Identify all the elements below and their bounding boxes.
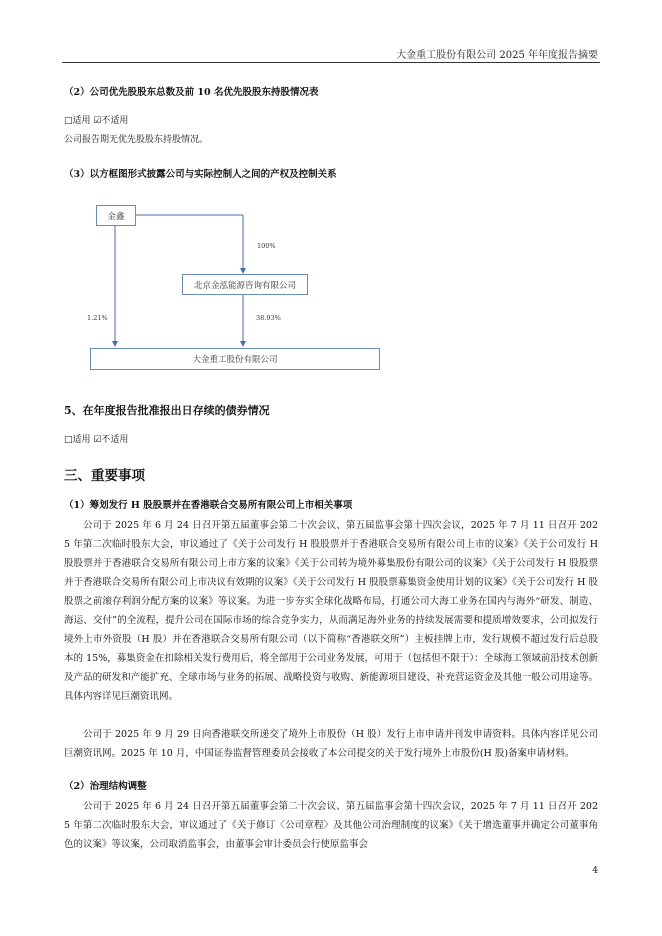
- intermediate-box: 北京金泓能源咨询有限公司: [182, 274, 308, 295]
- governance-heading: （2）治理结构调整: [64, 781, 147, 792]
- control-relationship-heading: （3）以方框图形式披露公司与实际控制人之间的产权及控制关系: [64, 169, 337, 180]
- governance-paragraph-1: 公司于 2025 年 6 月 24 日召开第五届董事会第二十次会议、第五届监事会第十四次会议，2025 年 7 月 11 日召开 2025 年第二次临时股东大会，审议通过了《关于修订〈公司章程〉及其他公司治理制度的议案》《关于增选董事并确定公司董事角色的议案》等议案，公司取消监事会，由董事会审计委员会行使原监事会: [64, 801, 598, 850]
- running-header: 大金重工股份有限公司 2025 年年度报告摘要: [396, 50, 598, 61]
- major-matters-heading: 三、重要事项: [64, 468, 145, 484]
- ownership-diagram: [86, 198, 386, 393]
- hshare-paragraph-1: 公司于 2025 年 6 月 24 日召开第五届董事会第二十次会议、第五届监事会第十四次会议，2025 年 7 月 11 日召开 2025 年第二次临时股东大会，审议通过了《关于公司发行 H 股股票并于香港联合交易所有限公司上市的议案》《关于公司发行 H 股股票并于香港联合交易所有限公司上市方案的议案》《关于公司转为境外募集股份有限公司的议案》《关于公司发行 H 股股票并于香港联合交易所有限公司上市决议有效期的议案》《关于公司发行 H 股股票募集资金使用计划的议案》《关于公司发行 H 股股票之前滚存利润分配方案的议案》等议案。为进一步夯实全球化战略布局，打通公司大海工业务在国内与海外“研发、制造、海运、交付”的全流程，提升公司在国际市场的综合竞争实力，从而满足海外业务的持续发展需要和提质增效要求，公司拟发行境外上市外资股（H 股）并在香港联合交易所有限公司（以下简称“香港联交所”）主板挂牌上市，发行规模不超过发行后总股本的 15%，募集资金在扣除相关发行费用后，将全部用于公司业务发展，可用于（包括但不限于）：全球海工领域前沿技术创新及产品的研发和产能扩充、全球市场与业务的拓展、战略投资与收购、新能源项目建设、补充营运资金及其他一般公司用途等。具体内容详见巨潮资讯网。: [64, 520, 598, 702]
- bonds-applicable-checkbox: □适用 ☑不适用: [64, 435, 129, 445]
- page-number: 4: [592, 866, 598, 876]
- hshare-paragraph-2: 公司于 2025 年 9 月 29 日向香港联交所递交了境外上市股份（H 股）发行上市申请并刊发申请资料。具体内容详见公司巨潮资讯网。2025 年 10 月，中国证券监督管理委员会接收了本公司提交的关于发行境外上市股份(H 股)备案申请材料。: [64, 729, 598, 759]
- company-box: 大金重工股份有限公司: [90, 348, 380, 370]
- bonds-heading: 5、在年度报告批准报出日存续的债券情况: [64, 404, 270, 417]
- pct-owner-to-company: 1.21%: [87, 314, 108, 322]
- hshare-heading: （1）筹划发行 H 股股票并在香港联合交易所有限公司上市相关事项: [64, 500, 353, 511]
- preferred-note: 公司报告期无优先股股东持股情况。: [64, 135, 209, 145]
- pct-intermediate-to-company: 38.93%: [256, 314, 281, 322]
- preferred-applicable-checkbox: □适用 ☑不适用: [64, 116, 129, 126]
- header-rule: [62, 62, 600, 63]
- preferred-shareholders-heading: （2）公司优先股股东总数及前 10 名优先股股东持股情况表: [64, 87, 319, 98]
- pct-owner-to-intermediate: 100%: [257, 242, 276, 250]
- owner-box: 金鑫: [96, 205, 136, 226]
